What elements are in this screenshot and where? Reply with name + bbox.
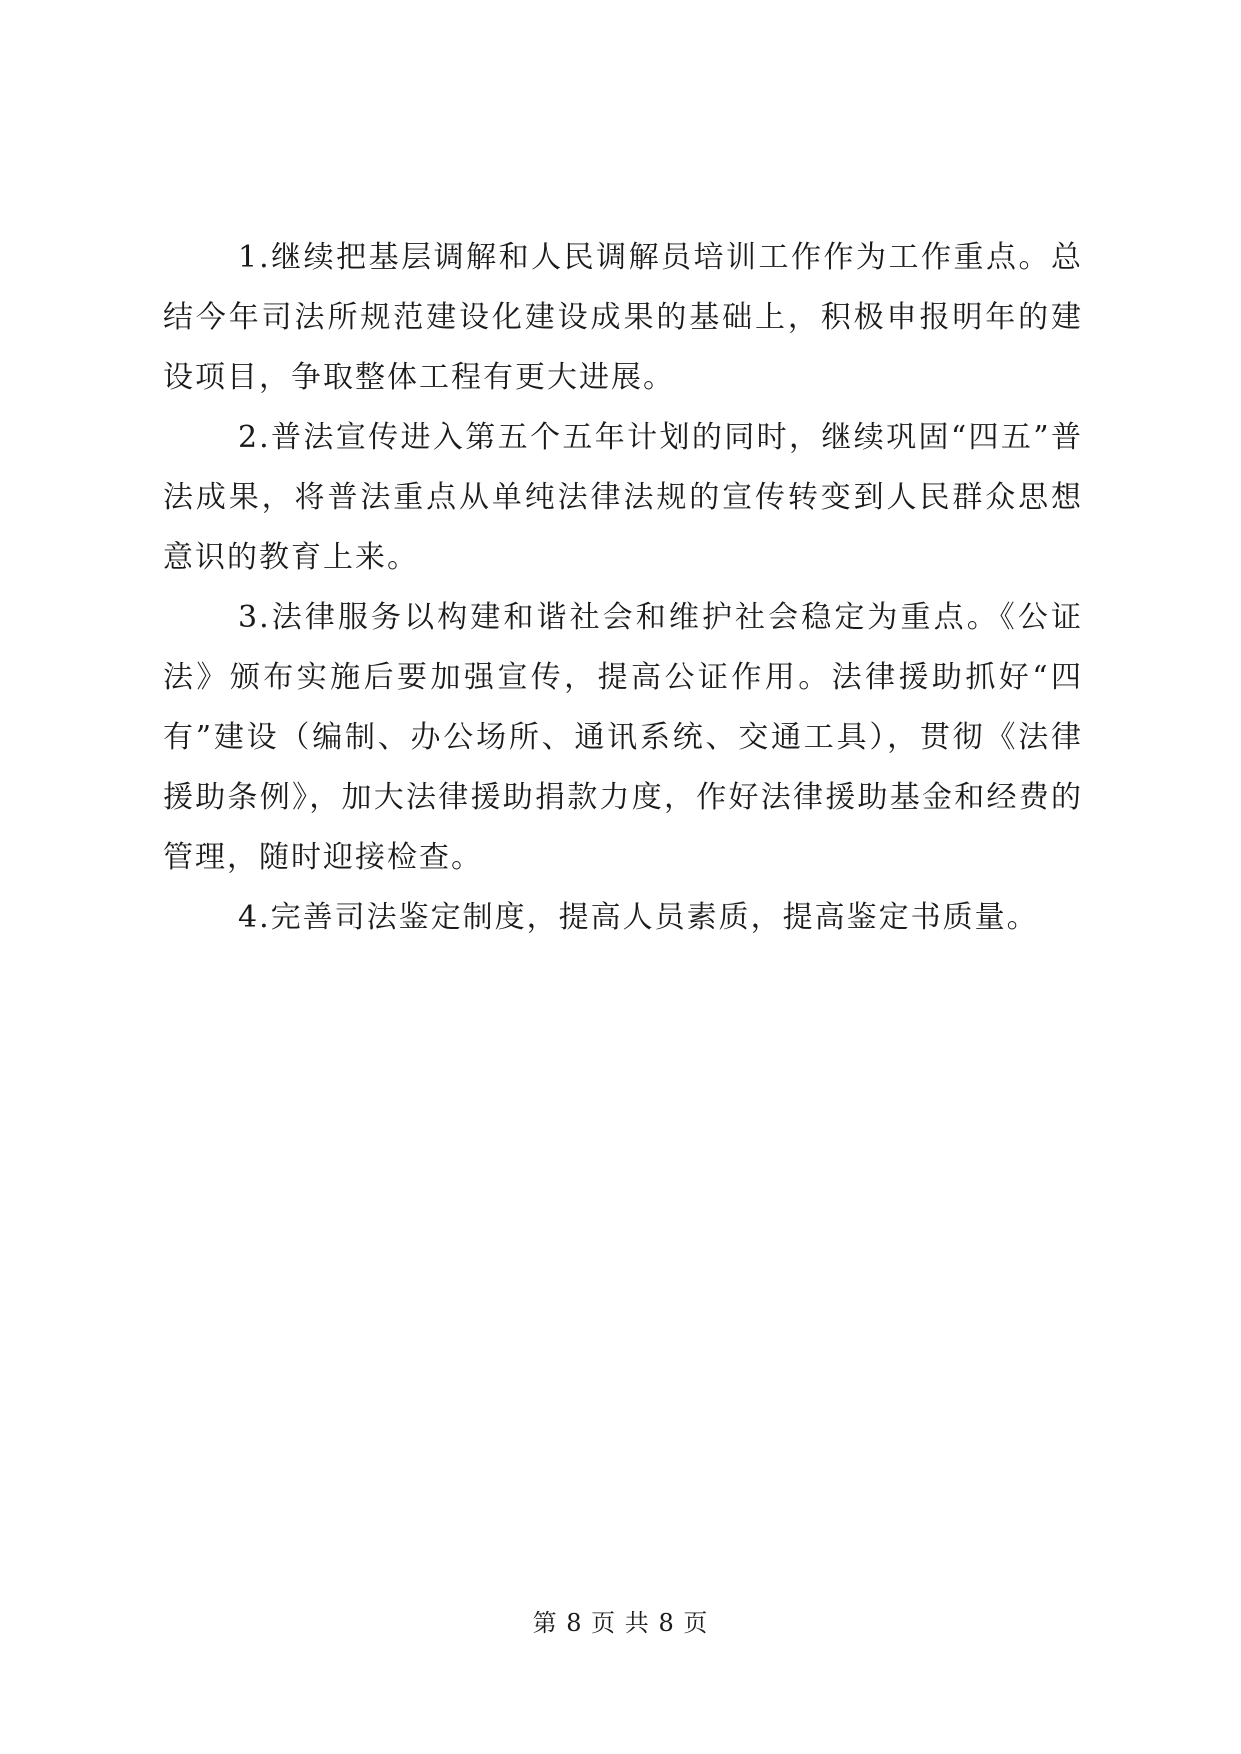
- paragraph-4: 4.完善司法鉴定制度，提高人员素质，提高鉴定书质量。: [238, 900, 1039, 935]
- page-number-footer: 第 8 页 共 8 页: [532, 1609, 709, 1637]
- paragraph-2: 2.普法宣传进入第五个五年计划的同时，继续巩固“四五”普法成果，将普法重点从单纯法律法规的宣传转变到人民群众思想意识的教育上来。: [163, 420, 1083, 575]
- paragraph-1: 1.继续把基层调解和人民调解员培训工作作为工作重点。总结今年司法所规范建设化建设成果的基础上，积极申报明年的建设项目，争取整体工程有更大进展。: [163, 240, 1083, 395]
- paragraph-3: 3.法律服务以构建和谐社会和维护社会稳定为重点。《公证法》颁布实施后要加强宣传，提高公证作用。法律援助抓好“四有”建设（编制、办公场所、通讯系统、交通工具），贯彻《法律援助条例》，加大法律援助捐款力度，作好法律援助基金和经费的管理，随时迎接检查。: [163, 600, 1083, 875]
- document-body: [163, 228, 1083, 948]
